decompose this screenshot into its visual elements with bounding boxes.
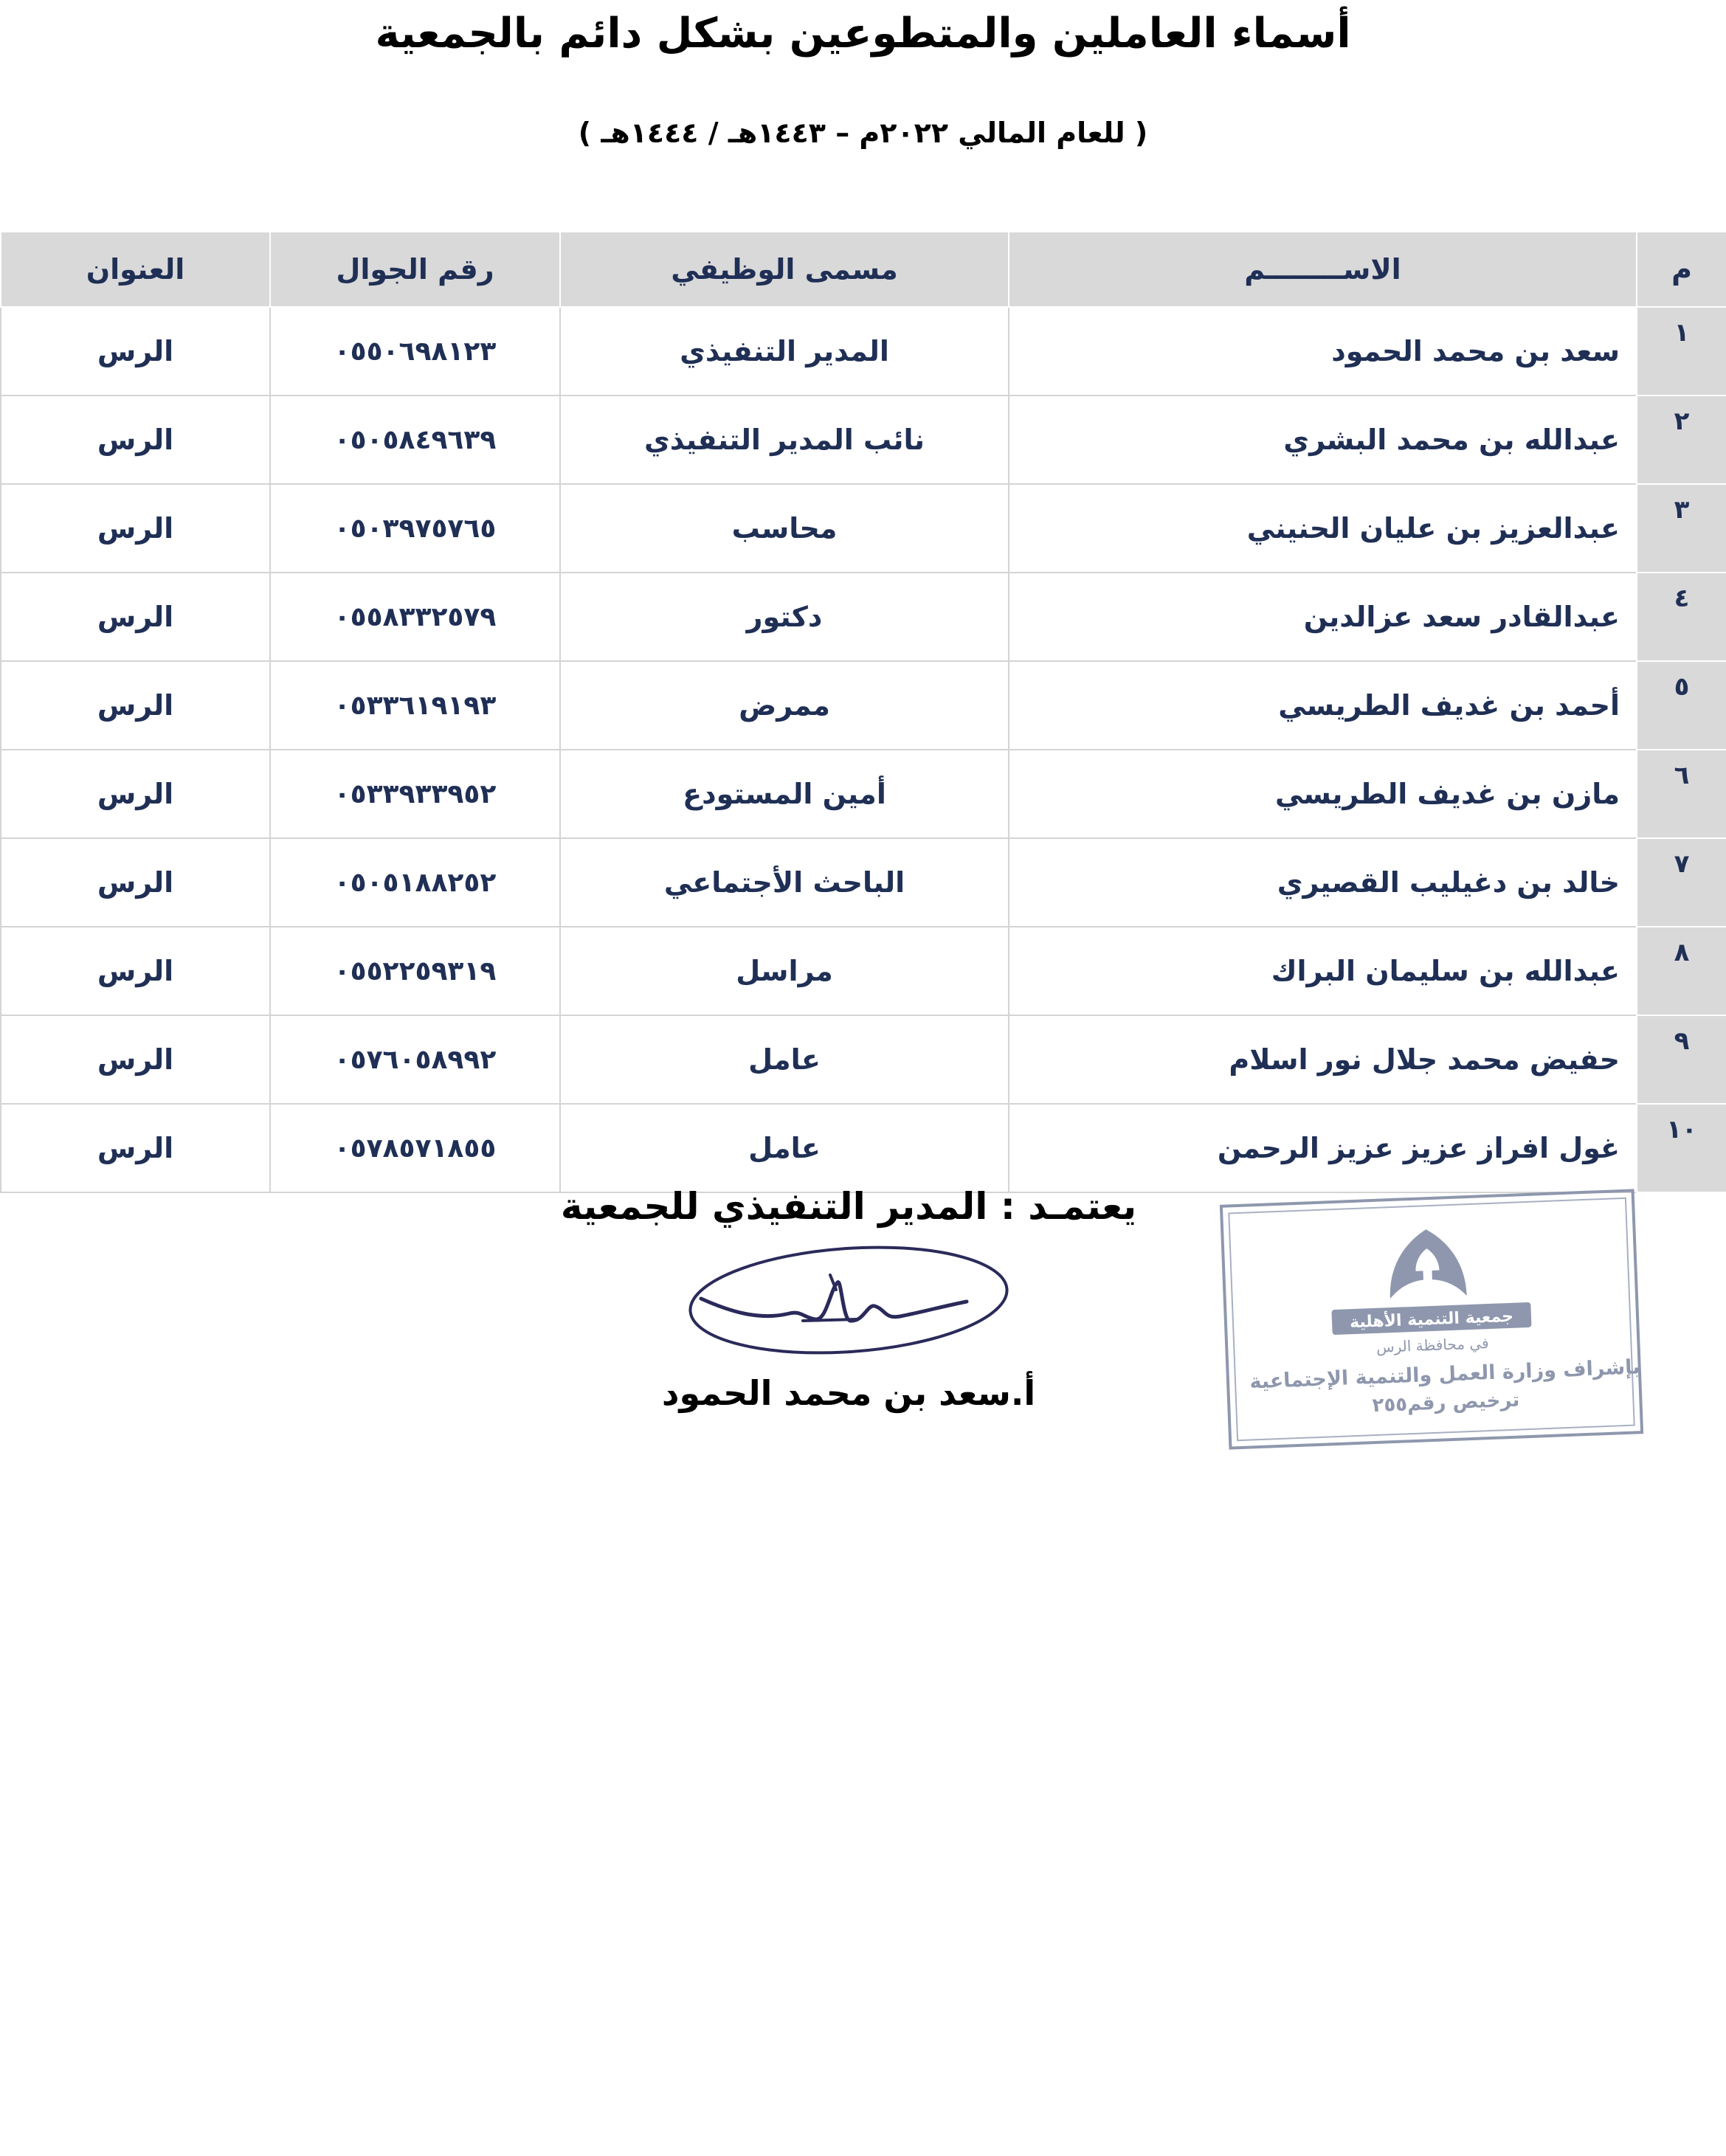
row-mobile: ٠٥٠٥١٨٨٢٥٢	[270, 838, 560, 927]
row-address: الرس	[1, 307, 270, 395]
row-index: ٤	[1637, 573, 1726, 661]
table-row	[1, 927, 1726, 1015]
stamp-supervision: بإشراف وزارة العمل والتنمية الإجتماعية	[1249, 1355, 1640, 1394]
row-mobile: ٠٥٣٣٩٣٣٩٥٢	[270, 750, 560, 838]
row-name: أحمد بن غديف الطريسي	[1009, 661, 1637, 750]
document-title: أسماء العاملين والمتطوعين بشكل دائم بالجمعية	[375, 10, 1351, 58]
stamp-license: ترخيص رقم٢٥٥	[1371, 1389, 1520, 1417]
staff-table	[0, 231, 1726, 1193]
row-index: ٦	[1637, 750, 1726, 838]
table-row	[1, 661, 1726, 750]
row-job-title: عامل	[560, 1015, 1009, 1104]
row-name: سعد بن محمد الحمود	[1009, 307, 1637, 395]
row-job-title: نائب المدير التنفيذي	[560, 395, 1009, 484]
row-address: الرس	[1, 1104, 270, 1192]
row-job-title: مراسل	[560, 927, 1009, 1015]
row-name: حفيض محمد جلال نور اسلام	[1009, 1015, 1637, 1104]
row-name: عبدالله بن سليمان البراك	[1009, 927, 1637, 1015]
header-address: العنوان	[1, 232, 270, 307]
header-job-title: مسمى الوظيفي	[560, 232, 1009, 307]
row-address: الرس	[1, 484, 270, 573]
row-index: ٨	[1637, 927, 1726, 1015]
row-job-title: الباحث الأجتماعي	[560, 838, 1009, 927]
row-index: ١	[1637, 307, 1726, 395]
stamp-org-name: جمعية التنمية الأهلية	[1349, 1307, 1514, 1333]
row-address: الرس	[1, 750, 270, 838]
table-row	[1, 1015, 1726, 1104]
header-mobile: رقم الجوال	[270, 232, 560, 307]
row-mobile: ٠٥٠٣٩٧٥٧٦٥	[270, 484, 560, 573]
row-index: ١٠	[1637, 1104, 1726, 1192]
document-subtitle: ( للعام المالي ٢٠٢٢م – ١٤٤٣هـ / ١٤٤٤هـ )	[578, 117, 1148, 149]
row-mobile: ٠٥٧٦٠٥٨٩٩٢	[270, 1015, 560, 1104]
row-job-title: المدير التنفيذي	[560, 307, 1009, 395]
approval-caption: يعتمـد : المدير التنفيذي للجمعية	[560, 1185, 1137, 1228]
row-name: خالد بن دغيليب القصيري	[1009, 838, 1637, 927]
row-address: الرس	[1, 573, 270, 661]
row-address: الرس	[1, 1015, 270, 1104]
table-row	[1, 838, 1726, 927]
row-name: مازن بن غديف الطريسي	[1009, 750, 1637, 838]
row-mobile: ٠٥٠٥٨٤٩٦٣٩	[270, 395, 560, 484]
header-name: الاســــــــم	[1009, 232, 1637, 307]
row-index: ٣	[1637, 484, 1726, 573]
row-name: عبدالعزيز بن عليان الحنيني	[1009, 484, 1637, 573]
approval-block	[517, 1181, 1181, 1419]
table-row	[1, 307, 1726, 395]
row-index: ٧	[1637, 838, 1726, 927]
signatory-name: أ.سعد بن محمد الحمود	[661, 1373, 1036, 1413]
row-index: ٢	[1637, 395, 1726, 484]
row-address: الرس	[1, 838, 270, 927]
row-address: الرس	[1, 395, 270, 484]
header-index: م	[1637, 232, 1726, 307]
table-row	[1, 395, 1726, 484]
organization-stamp	[1217, 1186, 1647, 1453]
row-job-title: محاسب	[560, 484, 1009, 573]
table-row	[1, 573, 1726, 661]
table-row	[1, 1104, 1726, 1192]
table-header-row	[1, 232, 1726, 307]
table-row	[1, 484, 1726, 573]
stamp-governorate: في محافظة الرس	[1375, 1334, 1489, 1356]
row-mobile: ٠٥٣٣٦١٩١٩٣	[270, 661, 560, 750]
row-index: ٥	[1637, 661, 1726, 750]
row-name: غول افراز عزيز عزيز الرحمن	[1009, 1104, 1637, 1192]
row-mobile: ٠٥٧٨٥٧١٨٥٥	[270, 1104, 560, 1192]
table-row	[1, 750, 1726, 838]
row-job-title: دكتور	[560, 573, 1009, 661]
row-name: عبدالقادر سعد عزالدين	[1009, 573, 1637, 661]
handwritten-signature	[679, 1238, 1018, 1360]
row-address: الرس	[1, 661, 270, 750]
row-mobile: ٠٥٥٠٦٩٨١٢٣	[270, 307, 560, 395]
stamp-emblem-icon	[1387, 1228, 1466, 1299]
row-mobile: ٠٥٥٢٢٥٩٣١٩	[270, 927, 560, 1015]
row-job-title: ممرض	[560, 661, 1009, 750]
row-job-title: أمين المستودع	[560, 750, 1009, 838]
row-index: ٩	[1637, 1015, 1726, 1104]
row-job-title: عامل	[560, 1104, 1009, 1192]
row-mobile: ٠٥٥٨٣٣٢٥٧٩	[270, 573, 560, 661]
row-name: عبدالله بن محمد البشري	[1009, 395, 1637, 484]
row-address: الرس	[1, 927, 270, 1015]
